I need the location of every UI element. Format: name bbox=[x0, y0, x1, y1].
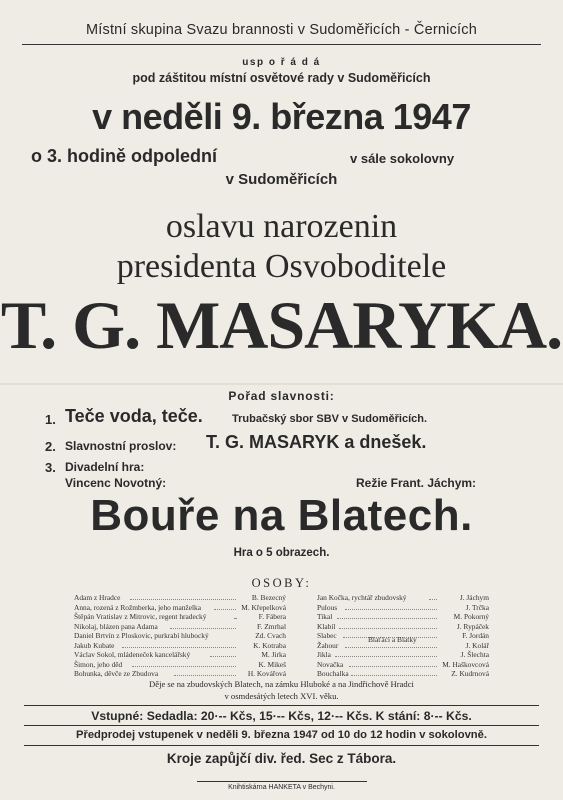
title-masaryk: T. G. MASARYKA. bbox=[0, 287, 563, 363]
event-town: v Sudoměřicích bbox=[225, 171, 338, 188]
cast-actor: Zd. Cvach bbox=[255, 631, 286, 640]
organizer-header: Místní skupina Svazu brannosti v Sudoměřicích - Černicích bbox=[86, 22, 477, 38]
play-title: Bouře na Blatech. bbox=[90, 491, 473, 540]
dot-leader bbox=[130, 599, 236, 600]
footer-rule-2 bbox=[24, 725, 539, 726]
cast-role: Daniel Brtvín z Ploskovic, purkrabí hlubocký bbox=[74, 631, 209, 640]
dot-leader bbox=[429, 599, 437, 600]
cast-row bbox=[74, 603, 286, 613]
footer-rule-3 bbox=[24, 745, 539, 746]
dot-leader bbox=[174, 675, 236, 676]
cast-row bbox=[317, 603, 489, 613]
dot-leader bbox=[132, 666, 236, 667]
cast-role: Tikal bbox=[317, 612, 333, 621]
cast-actor: F. Zmrhal bbox=[257, 621, 286, 631]
cast-role: Pulous bbox=[317, 602, 338, 612]
cast-role: Václav Sokol, mládeneček kancelářský bbox=[74, 650, 191, 659]
cast-role: Nikolaj, blázen pana Adama bbox=[74, 621, 158, 631]
program-item-2-title: T. G. MASARYK a dnešek. bbox=[206, 432, 427, 452]
cast-actor: M. Pokorný bbox=[453, 612, 489, 621]
play-author: Vincenc Novotný: bbox=[65, 476, 167, 490]
cast-actor: K. Kotraba bbox=[253, 640, 286, 650]
cast-actor: M. Jirka bbox=[261, 650, 286, 659]
cast-role: Jan Kočka, rychtář zbudovský bbox=[317, 593, 407, 602]
printer-credit: Knihtiskárna HANKETA v Bechyni. bbox=[228, 784, 335, 791]
cast-role: Jakub Kubate bbox=[74, 640, 115, 650]
fold-line bbox=[0, 383, 563, 385]
cast-actor: B. Bezecný bbox=[251, 593, 286, 602]
cast-role: Bohunka, děvče ze Zbudova bbox=[74, 669, 159, 678]
cast-row bbox=[74, 660, 286, 670]
cast-actor: Z. Kudrnová bbox=[451, 669, 489, 678]
dot-leader bbox=[335, 656, 437, 657]
cast-role: Štěpán Vratislav z Mitrovic, regent hradecký bbox=[74, 612, 207, 621]
cast-role: Žahour bbox=[317, 640, 339, 650]
cast-heading: OSOBY: bbox=[251, 576, 312, 590]
patronage-line: pod záštitou místní osvětové rady v Sudoměřicích bbox=[132, 71, 431, 85]
cast-actor: J. Rypáček bbox=[456, 621, 489, 631]
dot-leader bbox=[234, 618, 236, 619]
cast-actor: F. Fábera bbox=[258, 612, 286, 621]
program-item-3-number: 3. bbox=[45, 460, 56, 475]
dot-leader bbox=[345, 647, 437, 648]
cast-row bbox=[74, 622, 286, 632]
event-date: v neděli 9. března 1947 bbox=[92, 96, 471, 137]
cast-role: Adam z Hradce bbox=[74, 593, 121, 602]
program-item-1-title: Teče voda, teče. bbox=[65, 406, 203, 426]
cast-actor: J. Jáchym bbox=[459, 593, 489, 602]
cast-actor: M. Křepelková bbox=[241, 602, 286, 612]
cast-left-column bbox=[74, 593, 286, 685]
cast-row bbox=[74, 641, 286, 651]
program-item-3-label: Divadelní hra: bbox=[65, 460, 145, 474]
cast-row bbox=[74, 669, 286, 679]
program-item-1-number: 1. bbox=[45, 412, 56, 427]
setting-line-2: v osmdesátých letech XVI. věku. bbox=[224, 691, 339, 701]
cast-row bbox=[317, 622, 489, 632]
cast-actor: J. Trčka bbox=[465, 602, 489, 612]
dot-leader bbox=[122, 647, 236, 648]
cast-role: Bouchalka bbox=[317, 669, 349, 678]
presale-info: Předprodej vstupenek v neděli 9. března 1947 od 10 do 12 hodin v sokolovně. bbox=[76, 729, 487, 741]
cast-actor: H. Kovářová bbox=[247, 669, 286, 678]
title-line-2: presidenta Osvoboditele bbox=[116, 248, 447, 285]
cast-group-label: Blaťáci a Blatky bbox=[368, 635, 417, 644]
cast-actor: M. Haškovcová bbox=[442, 659, 489, 669]
cast-row bbox=[74, 593, 286, 603]
footer-rule-1 bbox=[24, 705, 539, 706]
program-item-2-number: 2. bbox=[45, 439, 56, 454]
cast-row bbox=[317, 650, 489, 660]
cast-role: Klabíl bbox=[317, 621, 336, 631]
program-item-1-performer: Trubačský sbor SBV v Sudoměřicích. bbox=[232, 413, 428, 425]
cast-row bbox=[317, 612, 489, 622]
event-time: o 3. hodině odpolední bbox=[31, 146, 217, 166]
costumes-credit: Kroje zapůjčí div. řed. Sec z Tábora. bbox=[166, 751, 397, 766]
cast-row bbox=[317, 593, 489, 603]
program-heading: Pořad slavnosti: bbox=[228, 389, 335, 403]
cast-actor: J. Kolář bbox=[465, 640, 489, 650]
dot-leader bbox=[170, 628, 236, 629]
dot-leader bbox=[351, 675, 437, 676]
cast-role: Jikla bbox=[317, 650, 331, 659]
dot-leader bbox=[210, 656, 236, 657]
cast-role: Slabec bbox=[317, 631, 337, 640]
dot-leader bbox=[214, 609, 236, 610]
cast-row bbox=[74, 631, 286, 641]
program-item-2-label: Slavnostní proslov: bbox=[65, 439, 177, 453]
cast-actor: J. Šlechta bbox=[460, 650, 489, 659]
play-subtitle: Hra o 5 obrazech. bbox=[233, 547, 330, 559]
cast-actor: F. Jordán bbox=[462, 631, 489, 640]
dot-leader bbox=[345, 609, 437, 610]
printer-rule bbox=[197, 781, 367, 782]
cast-role: Novačka bbox=[317, 659, 344, 669]
dot-leader bbox=[337, 618, 437, 619]
presents-line: usp o ř á d á bbox=[242, 57, 321, 68]
play-director: Režie Frant. Jáchym: bbox=[356, 476, 477, 490]
cast-actor: K. Mikeš bbox=[258, 659, 286, 669]
cast-row bbox=[317, 669, 489, 679]
header-rule bbox=[22, 44, 541, 45]
cast-role: Anna, rozená z Rožmberka, jeho manželka bbox=[74, 602, 202, 612]
cast-role: Šimon, jeho děd bbox=[74, 659, 123, 669]
ticket-prices: Vstupné: Sedadla: 20·-- Kčs, 15·-- Kčs, 12·-- Kčs. K stání: 8·-- Kčs. bbox=[91, 709, 472, 723]
event-hall: v sále sokolovny bbox=[350, 151, 455, 166]
dot-leader bbox=[349, 666, 437, 667]
cast-row bbox=[74, 650, 286, 660]
setting-line-1: Děje se na zbudovských Blatech, na zámku Hluboké a na Jindřichově Hradci bbox=[149, 679, 414, 689]
cast-row bbox=[74, 612, 286, 622]
title-line-1: oslavu narozenin bbox=[165, 208, 398, 245]
dot-leader bbox=[339, 628, 437, 629]
cast-row bbox=[317, 660, 489, 670]
